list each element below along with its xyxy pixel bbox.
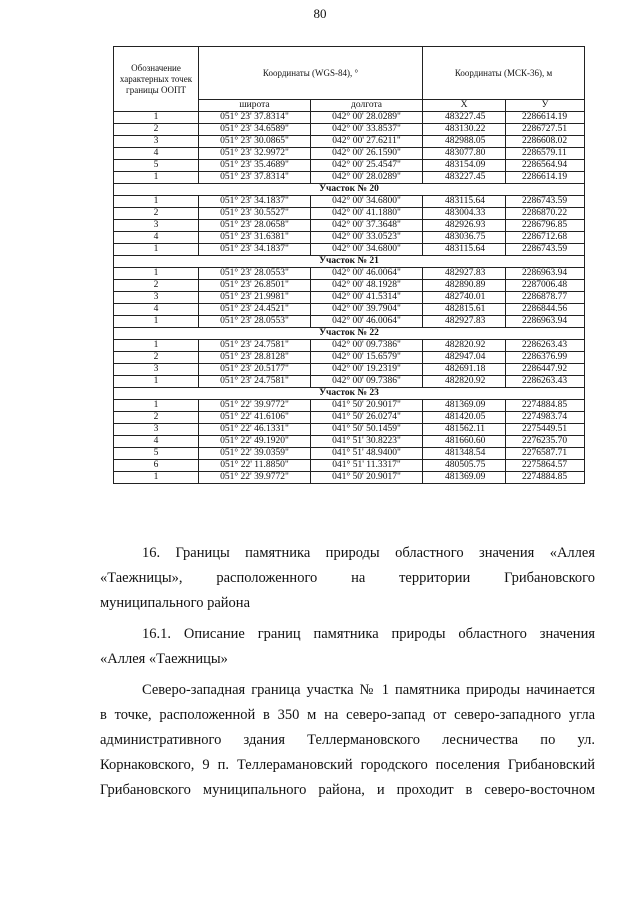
table-cell: 482947.04	[423, 352, 506, 364]
table-cell: 480505.75	[423, 460, 506, 472]
table-cell: 042° 00' 34.6800"	[311, 244, 423, 256]
body-line: в точке, расположенной в 350 м на северо-запад от северо-западного угла	[100, 707, 595, 723]
section-title: Участок № 20	[114, 184, 585, 196]
body-line: Северо-западная граница участка № 1 памятника природы начинается	[142, 682, 595, 698]
table-cell: 2	[114, 352, 199, 364]
table-cell: 042° 00' 33.8537"	[311, 124, 423, 136]
table-cell: 2287006.48	[506, 280, 585, 292]
table-cell: 051° 23' 30.5527"	[199, 208, 311, 220]
table-cell: 041° 50' 20.9017"	[311, 400, 423, 412]
table-cell: 051° 22' 39.9772"	[199, 400, 311, 412]
table-cell: 051° 22' 41.6106"	[199, 412, 311, 424]
header-longitude: долгота	[311, 100, 423, 112]
table-cell: 1	[114, 196, 199, 208]
table-cell: 042° 00' 33.0523"	[311, 232, 423, 244]
table-cell: 051° 22' 39.9772"	[199, 472, 311, 484]
table-row	[114, 112, 585, 124]
table-cell: 483115.64	[423, 244, 506, 256]
body-line: административного здания Теллермановского лесничества по ул.	[100, 732, 595, 748]
table-cell: 051° 23' 24.4521"	[199, 304, 311, 316]
table-cell: 042° 00' 41.5314"	[311, 292, 423, 304]
table-cell: 2286844.56	[506, 304, 585, 316]
section-title-row	[114, 388, 585, 400]
coordinates-table	[113, 46, 585, 484]
table-cell: 6	[114, 460, 199, 472]
section-title-row	[114, 328, 585, 340]
table-row	[114, 148, 585, 160]
header-latitude: широта	[199, 100, 311, 112]
table-cell: 2286743.59	[506, 196, 585, 208]
table-cell: 051° 23' 37.8314"	[199, 172, 311, 184]
section-16-heading	[100, 541, 595, 616]
table-cell: 1	[114, 340, 199, 352]
table-cell: 483077.80	[423, 148, 506, 160]
table-row	[114, 160, 585, 172]
table-cell: 5	[114, 448, 199, 460]
table-cell: 2286614.19	[506, 112, 585, 124]
table-row	[114, 244, 585, 256]
table-cell: 051° 23' 32.9972"	[199, 148, 311, 160]
table-cell: 051° 23' 34.6589"	[199, 124, 311, 136]
table-cell: 042° 00' 28.0289"	[311, 112, 423, 124]
table-cell: 482988.05	[423, 136, 506, 148]
table-row	[114, 472, 585, 484]
table-cell: 2	[114, 208, 199, 220]
table-cell: 2274983.74	[506, 412, 585, 424]
table-cell: 042° 00' 37.3648"	[311, 220, 423, 232]
table-cell: 483227.45	[423, 172, 506, 184]
table-cell: 4	[114, 436, 199, 448]
table-cell: 041° 50' 26.0274"	[311, 412, 423, 424]
table-row	[114, 208, 585, 220]
table-cell: 042° 00' 39.7904"	[311, 304, 423, 316]
table-cell: 1	[114, 400, 199, 412]
table-cell: 1	[114, 376, 199, 388]
header-msk36: Координаты (МСК-36), м	[423, 47, 585, 100]
table-cell: 051° 23' 21.9981"	[199, 292, 311, 304]
table-row	[114, 400, 585, 412]
table-cell: 481420.05	[423, 412, 506, 424]
table-cell: 042° 00' 09.7386"	[311, 340, 423, 352]
table-cell: 483227.45	[423, 112, 506, 124]
table-cell: 041° 51' 48.9400"	[311, 448, 423, 460]
table-cell: 2276235.70	[506, 436, 585, 448]
table-cell: 1	[114, 244, 199, 256]
table-cell: 1	[114, 268, 199, 280]
table-row	[114, 280, 585, 292]
table-cell: 481660.60	[423, 436, 506, 448]
table-cell: 041° 50' 50.1459"	[311, 424, 423, 436]
table-cell: 2286743.59	[506, 244, 585, 256]
table-cell: 051° 23' 30.0865"	[199, 136, 311, 148]
table-cell: 482820.92	[423, 340, 506, 352]
table-cell: 4	[114, 148, 199, 160]
table-cell: 2286447.92	[506, 364, 585, 376]
table-row	[114, 304, 585, 316]
table-cell: 3	[114, 364, 199, 376]
table-cell: 051° 23' 34.1837"	[199, 244, 311, 256]
table-cell: 483115.64	[423, 196, 506, 208]
header-y: У	[506, 100, 585, 112]
table-cell: 2286963.94	[506, 268, 585, 280]
table-row	[114, 196, 585, 208]
table-cell: 481369.09	[423, 400, 506, 412]
table-cell: 482927.83	[423, 316, 506, 328]
header-wgs84: Координаты (WGS-84), °	[199, 47, 423, 100]
table-cell: 2286564.94	[506, 160, 585, 172]
table-cell: 2286614.19	[506, 172, 585, 184]
table-cell: 042° 00' 25.4547"	[311, 160, 423, 172]
section-title-row	[114, 256, 585, 268]
table-cell: 1	[114, 472, 199, 484]
heading-line: муниципального района	[100, 595, 250, 611]
page-number: 80	[313, 6, 327, 21]
table-cell: 2274884.85	[506, 472, 585, 484]
table-cell: 042° 00' 41.1880"	[311, 208, 423, 220]
table-cell: 042° 00' 46.0064"	[311, 316, 423, 328]
table-cell: 482890.89	[423, 280, 506, 292]
table-cell: 482926.93	[423, 220, 506, 232]
table-cell: 481348.54	[423, 448, 506, 460]
table-cell: 3	[114, 292, 199, 304]
table-cell: 051° 23' 28.0553"	[199, 316, 311, 328]
table-cell: 3	[114, 220, 199, 232]
table-cell: 041° 50' 20.9017"	[311, 472, 423, 484]
table-cell: 042° 00' 26.1590"	[311, 148, 423, 160]
table-row	[114, 124, 585, 136]
body-paragraph	[100, 678, 595, 803]
table-cell: 042° 00' 48.1928"	[311, 280, 423, 292]
table-cell: 051° 23' 31.6381"	[199, 232, 311, 244]
table-cell: 051° 23' 28.8128"	[199, 352, 311, 364]
table-cell: 2286712.68	[506, 232, 585, 244]
heading-line: «Таежницы», расположенного на территории Грибановского	[100, 570, 595, 586]
table-row	[114, 292, 585, 304]
table-cell: 2286796.85	[506, 220, 585, 232]
header-x: X	[423, 100, 506, 112]
table-cell: 482691.18	[423, 364, 506, 376]
table-cell: 051° 23' 28.0658"	[199, 220, 311, 232]
table-cell: 042° 00' 15.6579"	[311, 352, 423, 364]
table-cell: 042° 00' 46.0064"	[311, 268, 423, 280]
header-point-designation: Обозначение характерных точек границы ООПТ	[114, 47, 199, 112]
table-cell: 1	[114, 172, 199, 184]
table-cell: 2286963.94	[506, 316, 585, 328]
table-cell: 042° 00' 09.7386"	[311, 376, 423, 388]
section-title: Участок № 22	[114, 328, 585, 340]
table-row	[114, 316, 585, 328]
table-row	[114, 136, 585, 148]
table-cell: 051° 23' 20.5177"	[199, 364, 311, 376]
table-cell: 4	[114, 232, 199, 244]
table-cell: 482820.92	[423, 376, 506, 388]
table-cell: 2	[114, 124, 199, 136]
table-row	[114, 352, 585, 364]
table-cell: 051° 22' 39.0359"	[199, 448, 311, 460]
table-cell: 1	[114, 112, 199, 124]
section-title-row	[114, 184, 585, 196]
table-cell: 051° 23' 34.1837"	[199, 196, 311, 208]
table-cell: 2	[114, 280, 199, 292]
table-cell: 2275449.51	[506, 424, 585, 436]
table-cell: 483004.33	[423, 208, 506, 220]
table-row	[114, 448, 585, 460]
table-cell: 483036.75	[423, 232, 506, 244]
table-row	[114, 460, 585, 472]
table-cell: 051° 22' 46.1331"	[199, 424, 311, 436]
table-cell: 051° 23' 28.0553"	[199, 268, 311, 280]
table-cell: 041° 51' 30.8223"	[311, 436, 423, 448]
table-cell: 042° 00' 34.6800"	[311, 196, 423, 208]
heading-line: 16.1. Описание границ памятника природы областного значения	[142, 626, 595, 642]
table-cell: 051° 22' 49.1920"	[199, 436, 311, 448]
table-row	[114, 268, 585, 280]
table-row	[114, 412, 585, 424]
table-cell: 482927.83	[423, 268, 506, 280]
table-cell: 2286878.77	[506, 292, 585, 304]
table-cell: 041° 51' 11.3317"	[311, 460, 423, 472]
section-title: Участок № 23	[114, 388, 585, 400]
table-row	[114, 340, 585, 352]
table-cell: 051° 23' 37.8314"	[199, 112, 311, 124]
table-row	[114, 424, 585, 436]
table-row	[114, 220, 585, 232]
table-cell: 3	[114, 136, 199, 148]
table-cell: 4	[114, 304, 199, 316]
table-cell: 5	[114, 160, 199, 172]
table-row	[114, 364, 585, 376]
table-cell: 482815.61	[423, 304, 506, 316]
table-cell: 2286376.99	[506, 352, 585, 364]
table-cell: 051° 23' 35.4689"	[199, 160, 311, 172]
heading-line: 16. Границы памятника природы областного значения «Аллея	[142, 545, 595, 561]
table-cell: 2	[114, 412, 199, 424]
table-cell: 483130.22	[423, 124, 506, 136]
table-cell: 051° 23' 24.7581"	[199, 376, 311, 388]
table-cell: 481562.11	[423, 424, 506, 436]
table-cell: 483154.09	[423, 160, 506, 172]
table-cell: 2274884.85	[506, 400, 585, 412]
table-cell: 2286870.22	[506, 208, 585, 220]
table-cell: 2286608.02	[506, 136, 585, 148]
heading-line: «Аллея «Таежницы»	[100, 651, 228, 667]
table-cell: 051° 22' 11.8850"	[199, 460, 311, 472]
table-cell: 2286579.11	[506, 148, 585, 160]
table-cell: 482740.01	[423, 292, 506, 304]
table-row	[114, 376, 585, 388]
table-cell: 051° 23' 26.8501"	[199, 280, 311, 292]
table-cell: 2286727.51	[506, 124, 585, 136]
section-title: Участок № 21	[114, 256, 585, 268]
table-cell: 481369.09	[423, 472, 506, 484]
table-row	[114, 436, 585, 448]
table-cell: 051° 23' 24.7581"	[199, 340, 311, 352]
table-cell: 3	[114, 424, 199, 436]
body-line: Грибановского муниципального района, и проходит в северо-восточном	[100, 782, 595, 798]
table-row	[114, 172, 585, 184]
table-cell: 2276587.71	[506, 448, 585, 460]
table-cell: 042° 00' 28.0289"	[311, 172, 423, 184]
table-cell: 1	[114, 316, 199, 328]
table-cell: 2286263.43	[506, 376, 585, 388]
table-cell: 2275864.57	[506, 460, 585, 472]
body-line: Корнаковского, 9 п. Теллерамановский городского поселения Грибановский	[100, 757, 595, 773]
table-body	[114, 112, 585, 484]
table-cell: 042° 00' 19.2319"	[311, 364, 423, 376]
table-cell: 042° 00' 27.6211"	[311, 136, 423, 148]
table-cell: 2286263.43	[506, 340, 585, 352]
section-16-1-heading	[100, 622, 595, 672]
table-row	[114, 232, 585, 244]
